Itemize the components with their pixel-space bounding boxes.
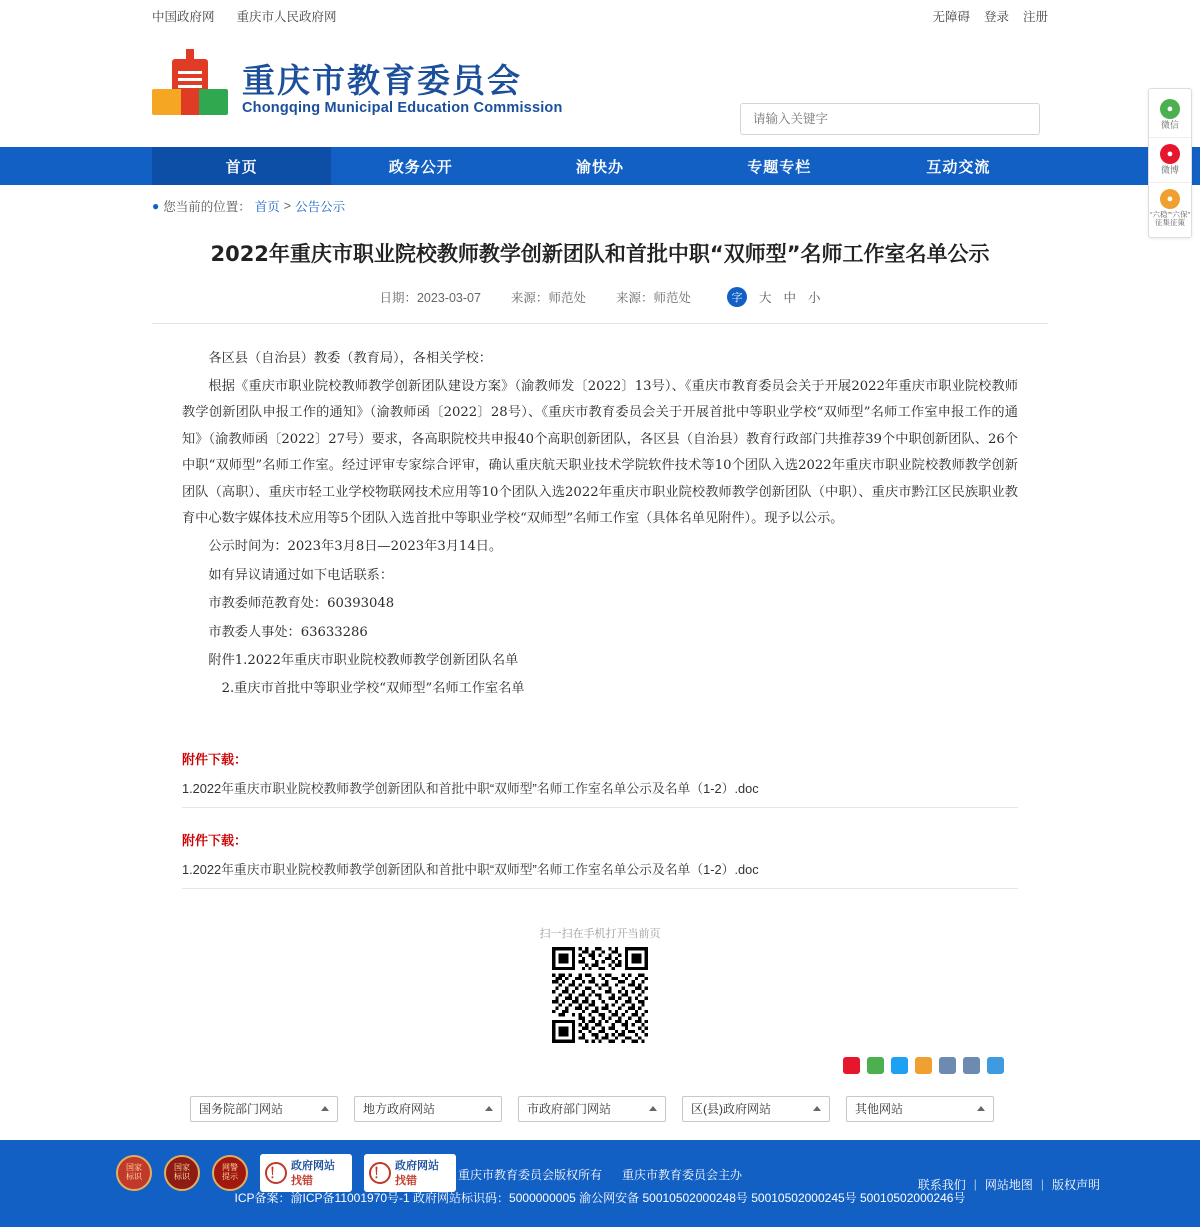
breadcrumb-current[interactable]: 公告公示 (295, 200, 346, 214)
select-municipal-dept-sites[interactable] (518, 1096, 666, 1122)
attachment-file-link[interactable]: 1.2022年重庆市职业院校教师教学创新团队和首批中职“双师型”名师工作室名单公示及名单（1-2）.doc (182, 859, 1018, 889)
select-label: 区(县)政府网站 (691, 1102, 771, 1117)
article-body (152, 323, 1048, 715)
chevron-up-icon (813, 1106, 821, 1111)
qr-code-image (552, 947, 648, 1043)
top-bar (0, 0, 1200, 31)
font-size-large[interactable]: 大 (758, 290, 772, 305)
weibo-share-icon[interactable] (843, 1057, 860, 1074)
share-bar (182, 1057, 1018, 1074)
floating-weibo-item[interactable] (1149, 138, 1191, 183)
article-paragraph: 市教委师范教育处：60393048 (208, 596, 395, 612)
alert-icon: ！ (265, 1162, 287, 1184)
chevron-up-icon (649, 1106, 657, 1111)
logo-title-en: Chongqing Municipal Education Commission (242, 99, 563, 116)
attachment-title: 附件下载： (182, 751, 248, 767)
alert-icon: ！ (369, 1162, 391, 1184)
floating-wechat-label: 微信 (1160, 120, 1179, 130)
attachment-block-2 (182, 830, 1018, 889)
chevron-up-icon (977, 1106, 985, 1111)
wechat-icon: ● (1160, 99, 1180, 119)
friend-links-bar (0, 1080, 1200, 1140)
qr-section (0, 925, 1200, 1043)
footer-link-divider: | (973, 1177, 977, 1192)
wechat-share-icon[interactable] (867, 1057, 884, 1074)
footer-icp-line: ICP备案：渝ICP备11001970号-1 政府网站标识码：5000000005 渝公网安备 50010502000248号 50010502000245号 50010502000246号 (234, 1190, 966, 1205)
article-paragraph: 2.重庆市首批中等职业学校“双师型”名师工作室名单 (221, 681, 525, 697)
floating-campaign-item[interactable] (1149, 183, 1191, 234)
article-paragraph: 如有异议请通过如下电话联系： (208, 567, 394, 583)
floating-wechat-item[interactable] (1149, 93, 1191, 138)
footer-link-contact[interactable]: 联系我们 (917, 1177, 966, 1192)
campaign-icon: ● (1160, 189, 1180, 209)
link-login[interactable]: 登录 (983, 9, 1009, 24)
select-district-gov-sites[interactable] (682, 1096, 830, 1122)
article (152, 239, 1048, 715)
article-paragraph: 附件1.2022年重庆市职业院校教师教学创新团队名单 (208, 652, 519, 668)
search-input[interactable] (741, 104, 1039, 134)
select-local-gov-sites[interactable] (354, 1096, 502, 1122)
chevron-up-icon (321, 1106, 329, 1111)
article-meta (152, 287, 1048, 307)
floating-campaign-label: “六稳”“六保” 征集征策 (1150, 209, 1190, 228)
gov-seal-1-icon[interactable]: 国家 标识 (116, 1155, 152, 1191)
gov-seal-2-icon[interactable]: 国家 标识 (164, 1155, 200, 1191)
link-register[interactable]: 注册 (1022, 9, 1048, 24)
select-state-council-sites[interactable] (190, 1096, 338, 1122)
weibo-icon: ● (1160, 144, 1180, 164)
top-bar-right-links (932, 7, 1048, 25)
article-paragraph: 市教委人事处：63633286 (208, 624, 368, 640)
link-chongqing-gov[interactable]: 重庆市人民政府网 (236, 9, 337, 24)
site-logo[interactable] (152, 59, 563, 119)
select-label: 国务院部门网站 (199, 1102, 284, 1117)
breadcrumb-home[interactable]: 首页 (254, 200, 280, 214)
police-badge-icon[interactable]: 网警 提示 (212, 1155, 248, 1191)
nav-item-interaction[interactable]: 互动交流 (926, 158, 991, 176)
breadcrumb (152, 185, 1048, 221)
location-pin-icon: ● (152, 199, 160, 213)
logo-text (242, 62, 563, 116)
footer-link-divider: | (1040, 1177, 1044, 1192)
font-size-control (727, 287, 821, 307)
article-paragraph: 公示时间为：2023年3月8日—2023年3月14日。 (208, 539, 503, 555)
nav-item-special-columns[interactable]: 专题专栏 (747, 158, 812, 176)
font-size-small[interactable]: 小 (808, 290, 821, 305)
main-nav (0, 147, 1200, 185)
site-footer (0, 1140, 1200, 1227)
chevron-up-icon (485, 1106, 493, 1111)
logo-title-cn: 重庆市教育委员会 (242, 61, 522, 101)
page-title: 2022年重庆市职业院校教师教学创新团队和首批中职“双师型”名师工作室名单公示 (210, 242, 990, 266)
site-header (0, 31, 1200, 147)
article-date: 日期：2023-03-07 (379, 290, 481, 305)
footer-link-sitemap[interactable]: 网站地图 (984, 1177, 1033, 1192)
attachment-file-link[interactable]: 1.2022年重庆市职业院校教师教学创新团队和首批中职“双师型”名师工作室名单公示及名单（1-2）.doc (182, 778, 1018, 808)
badge-line-2: 找错 (395, 1174, 417, 1187)
article-source-1: 来源：师范处 (510, 290, 586, 305)
attachment-title: 附件下载： (182, 832, 248, 848)
link-china-gov[interactable]: 中国政府网 (152, 9, 215, 24)
badge-line-2: 找错 (291, 1174, 313, 1187)
link-accessibility[interactable]: 无障碍 (932, 9, 970, 24)
article-source-2: 来源：师范处 (615, 290, 691, 305)
footer-links (918, 1176, 1100, 1193)
qr-caption: 扫一扫在手机打开当前页 (539, 927, 661, 940)
qq-share-icon[interactable] (891, 1057, 908, 1074)
font-size-medium[interactable]: 中 (783, 290, 797, 305)
select-label: 地方政府网站 (363, 1102, 436, 1117)
education-emblem-icon (152, 59, 228, 119)
font-size-icon: 字 (727, 287, 747, 307)
footer-copyright: 重庆市教育委员会版权所有 (457, 1167, 602, 1182)
badge-line-1: 政府网站 (395, 1159, 439, 1172)
floating-sidebar (1148, 88, 1192, 238)
copy-link-icon[interactable] (987, 1057, 1004, 1074)
select-label: 市政府部门网站 (527, 1102, 612, 1117)
top-bar-left-links (152, 7, 337, 25)
attachment-block-1 (182, 749, 1018, 808)
breadcrumb-prefix: 您当前的位置： (163, 200, 251, 214)
select-label: 其他网站 (855, 1102, 904, 1117)
print-icon[interactable] (963, 1057, 980, 1074)
content-area (0, 185, 1200, 1080)
email-share-icon[interactable] (939, 1057, 956, 1074)
footer-link-copyright[interactable]: 版权声明 (1051, 1177, 1100, 1192)
search-box[interactable] (740, 103, 1040, 135)
select-other-sites[interactable] (846, 1096, 994, 1122)
floating-weibo-label: 微博 (1160, 164, 1179, 175)
nav-item-government-affairs[interactable]: 政务公开 (388, 158, 453, 176)
breadcrumb-separator: > (283, 199, 292, 213)
nav-item-home[interactable]: 首页 (152, 147, 331, 185)
badge-line-1: 政府网站 (291, 1159, 335, 1172)
nav-item-yukuaiban[interactable]: 渝快办 (576, 158, 625, 176)
article-paragraph: 各区县（自治县）教委（教育局），各相关学校： (208, 350, 492, 366)
article-paragraph: 根据《重庆市职业院校教师教学创新团队建设方案》（渝教师发〔2022〕13号）、《重庆市教育委员会关于开展2022年重庆市职业院校教师教学创新团队申报工作的通知》（渝教师函〔2022〕28号）、《重庆市教育委员会关于开展首批中等职业学校“双师型”名师工作室申报工作的通知》（渝教师函〔2022〕27号）要求，各高职院校共申报40个高职创新团队，各区县（自治县）教育行政部门共推荐39个中职创新团队、26个中职“双师型”名师工作室。经过评审专家综合评审，确认重庆航天职业技术学院软件技术等10个团队入选2022年重庆市职业院校教师教学创新团队（高职）、重庆市轻工业学校物联网技术应用等10个团队入选2022年重庆市职业院校教师教学创新团队（中职）、重庆市黔江区民族职业教育中心数字媒体技术应用等5个团队入选首批中等职业学校“双师型”名师工作室（具体名单见附件）。现予以公示。 (182, 378, 1018, 526)
renren-share-icon[interactable] (915, 1057, 932, 1074)
footer-host: 重庆市教育委员会主办 (622, 1167, 743, 1182)
